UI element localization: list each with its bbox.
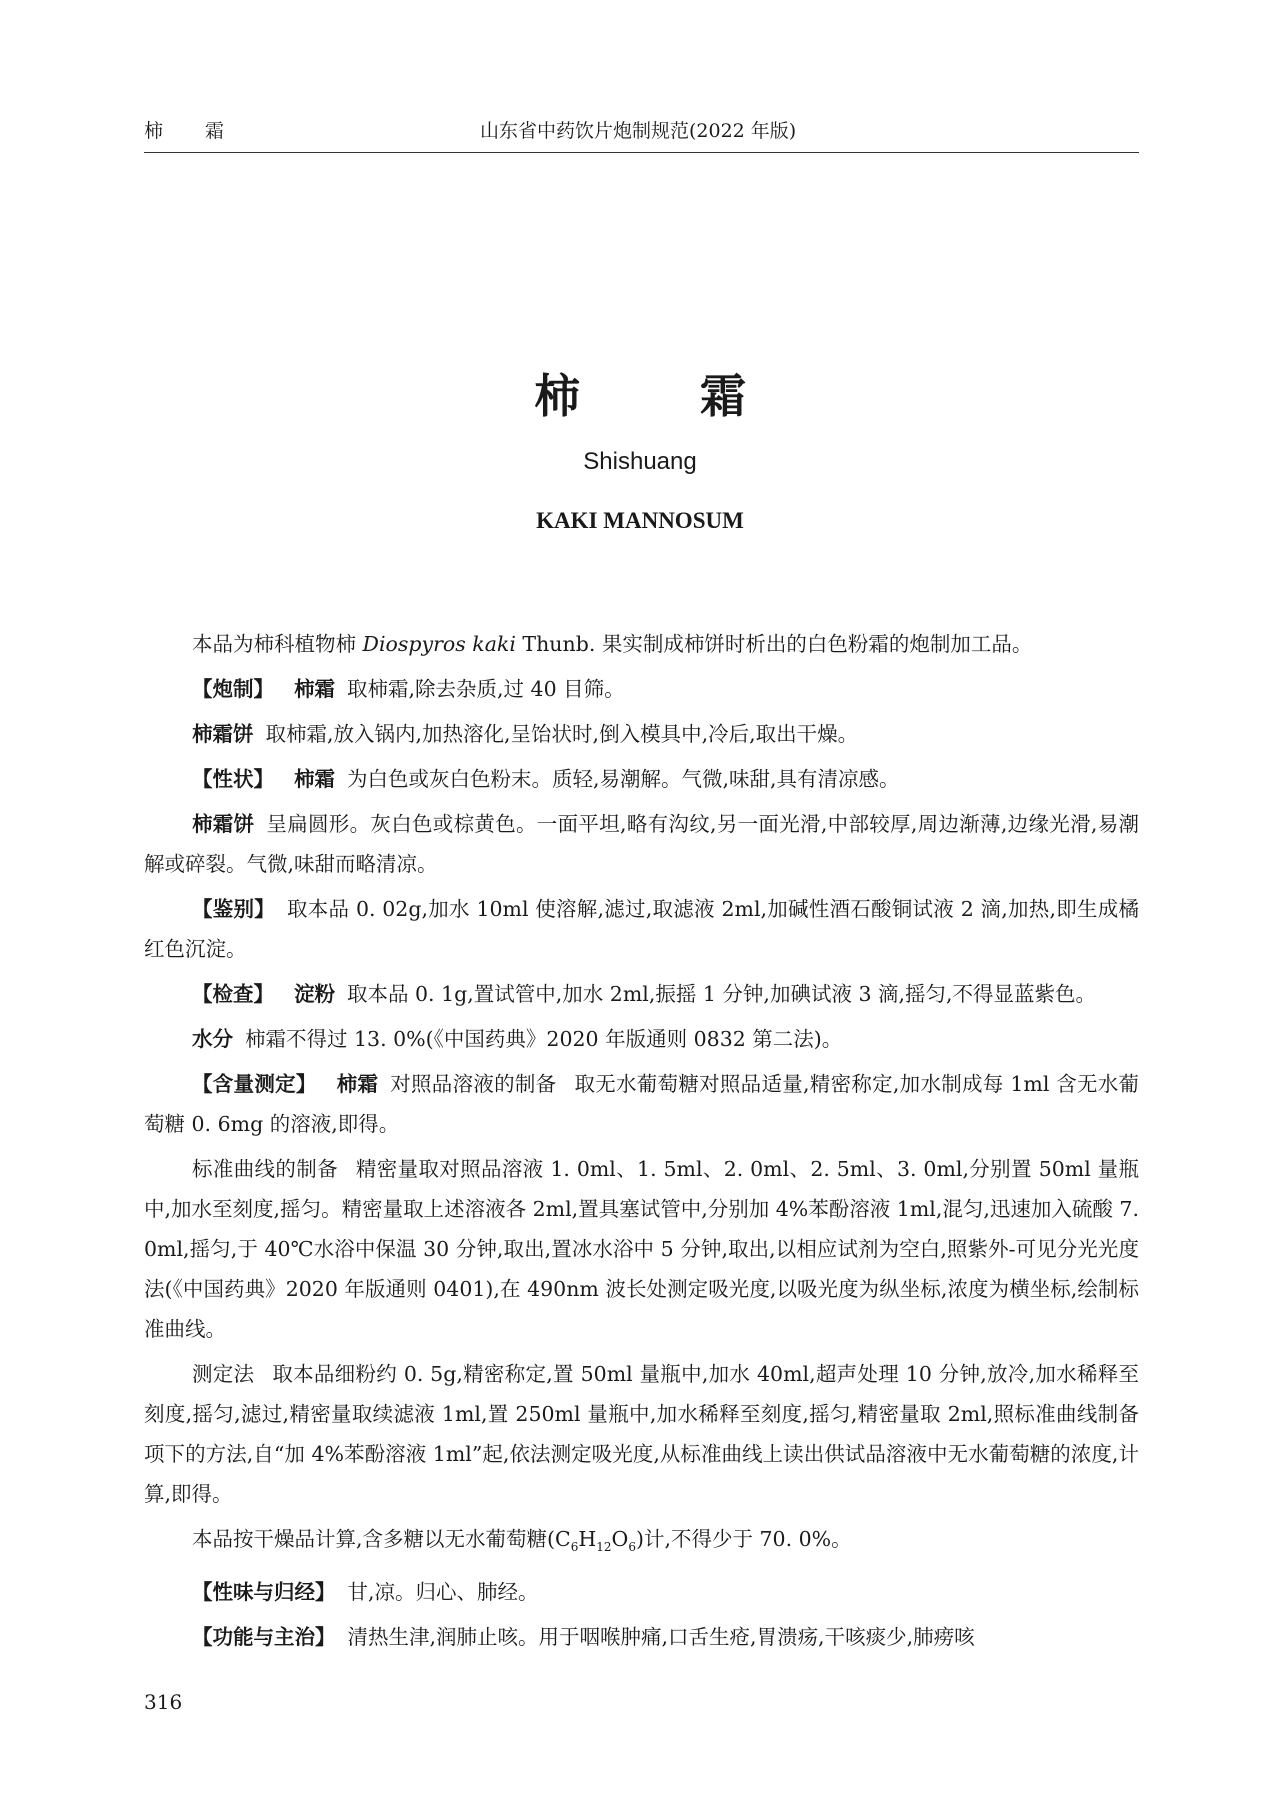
sub-head-standard-curve: 标准曲线的制备 [192, 1157, 338, 1181]
intro-text-tail: Thunb. 果实制成柿饼时析出的白色粉霜的炮制加工品。 [515, 632, 1033, 656]
hanliang-paragraph-1 [144, 1064, 1139, 1144]
xingzhuang-paragraph-2 [144, 804, 1139, 884]
sub-head-reference-solution: 对照品溶液的制备 [390, 1072, 557, 1096]
hanliang-text-1: 取无水葡萄糖对照品适量,精密称定,加水制成每 1ml 含无水葡萄糖 0. 6mg 的溶液,即得。 [144, 1072, 1140, 1136]
section-label-jianbie: 【鉴别】 [192, 897, 275, 921]
sub-label-dianfen: 淀粉 [294, 982, 335, 1006]
sub-label-shishuang: 柿霜 [294, 767, 335, 791]
section-label-hanliang: 【含量测定】 [192, 1072, 317, 1096]
section-label-xingwei: 【性味与归经】 [192, 1580, 336, 1605]
jiancha-text-2: 柿霜不得过 13. 0%(《中国药典》2020 年版通则 0832 第二法)。 [245, 1027, 843, 1051]
monograph-title: 柿 霜 [533, 369, 798, 423]
hanliang-paragraph-4 [144, 1519, 1139, 1567]
monograph-body [144, 624, 1139, 1662]
jianbie-paragraph [144, 889, 1139, 969]
formula-sub-h: 12 [596, 1540, 612, 1555]
hanliang-paragraph-2 [144, 1149, 1139, 1349]
monograph-pinyin: Shishuang [583, 448, 697, 475]
xingzhuang-text-2: 呈扁圆形。灰白色或棕黄色。一面平坦,略有沟纹,另一面光滑,中部较厚,周边渐薄,边缘光滑,易潮解或碎裂。气微,味甜而略清凉。 [144, 812, 1139, 876]
sub-label-shishuangbing: 柿霜饼 [192, 722, 254, 746]
paozhi-paragraph-2 [144, 714, 1139, 754]
header-divider [144, 152, 1139, 153]
section-label-gongneng: 【功能与主治】 [192, 1625, 336, 1650]
hanliang-paragraph-3 [144, 1354, 1139, 1514]
paozhi-text-2: 取柿霜,放入锅内,加热溶化,呈饴状时,倒入模具中,冷后,取出干燥。 [265, 722, 859, 746]
section-label-xingzhuang: 【性状】 [192, 767, 274, 791]
formula-sub-o: 6 [628, 1540, 636, 1555]
section-label-paozhi: 【炮制】 [192, 677, 274, 701]
jianbie-text: 取本品 0. 02g,加水 10ml 使溶解,滤过,取滤液 2ml,加碱性酒石酸铜试液 2 滴,加热,即生成橘红色沉淀。 [144, 897, 1140, 961]
section-label-jiancha: 【检查】 [192, 982, 274, 1006]
jiancha-paragraph-2 [144, 1019, 1139, 1059]
page-number: 316 [144, 1690, 183, 1714]
jiancha-text-1: 取本品 0. 1g,置试管中,加水 2ml,振摇 1 分钟,加碘试液 3 滴,摇匀,不得显蓝紫色。 [347, 982, 1097, 1006]
gongneng-text: 清热生津,润肺止咳。用于咽喉肿痛,口舌生疮,胃溃疡,干咳痰少,肺痨咳 [347, 1625, 975, 1650]
sub-label-shishuang: 柿霜 [336, 1072, 379, 1096]
species-name: Diospyros kaki [362, 632, 516, 656]
intro-text: 本品为柿科植物柿 [192, 632, 356, 656]
content-limit-text: 本品按干燥品计算,含多糖以无水葡萄糖(C [192, 1527, 571, 1551]
sub-label-shishuang: 柿霜 [294, 677, 335, 701]
hanliang-text-2: 精密量取对照品溶液 1. 0ml、1. 5ml、2. 0ml、2. 5ml、3. 0ml,分别置 50ml 量瓶中,加水至刻度,摇匀。精密量取上述溶液各 2ml,置具塞试管中,分别加 4%苯酚溶液 1ml,混匀,迅速加入硫酸 7. 0ml,摇匀,于 40℃水浴中保温 30 分钟,取出,置冰水浴中 5 分钟,取出,以相应试剂为空白,照紫外-可见分光光度法(《中国药典》2020 年版通则 0401),在 490nm 波长处测定吸光度,以吸光度为纵坐标,浓度为横坐标,绘制标准曲线。 [144, 1157, 1139, 1341]
content-limit-tail: )计,不得少于 70. 0%。 [635, 1527, 852, 1551]
sub-label-shishuangbing: 柿霜饼 [192, 812, 255, 836]
sub-label-shuifen: 水分 [192, 1027, 233, 1051]
paozhi-paragraph [144, 669, 1139, 709]
gongneng-paragraph [144, 1617, 1139, 1657]
xingzhuang-paragraph [144, 759, 1139, 799]
intro-paragraph [144, 624, 1139, 664]
running-header-title: 山东省中药饮片炮制规范(2022 年版) [480, 120, 797, 142]
formula-o: O [611, 1527, 629, 1551]
running-header-left: 柿 霜 [144, 120, 243, 142]
hanliang-text-3: 取本品细粉约 0. 5g,精密称定,置 50ml 量瓶中,加水 40ml,超声处理 10 分钟,放冷,加水稀释至刻度,摇匀,滤过,精密量取续滤液 1ml,置 250ml 量瓶中,加水稀释至刻度,摇匀,精密量取 2ml,照标准曲线制备项下的方法,自“加 4%苯酚溶液 1ml”起,依法测定吸光度,从标准曲线上读出供试品溶液中无水葡萄糖的浓度,计算,即得。 [144, 1362, 1139, 1506]
formula-h: H [578, 1527, 597, 1551]
jiancha-paragraph [144, 974, 1139, 1014]
formula-sub-c: 6 [570, 1540, 579, 1555]
monograph-latin-name: KAKI MANNOSUM [536, 508, 744, 533]
xingwei-paragraph [144, 1572, 1139, 1612]
xingzhuang-text-1: 为白色或灰白色粉末。质轻,易潮解。气微,味甜,具有清凉感。 [347, 767, 900, 791]
sub-head-method: 测定法 [192, 1362, 255, 1386]
paozhi-text-1: 取柿霜,除去杂质,过 40 目筛。 [347, 677, 625, 701]
xingwei-text: 甘,凉。归心、肺经。 [347, 1580, 539, 1605]
